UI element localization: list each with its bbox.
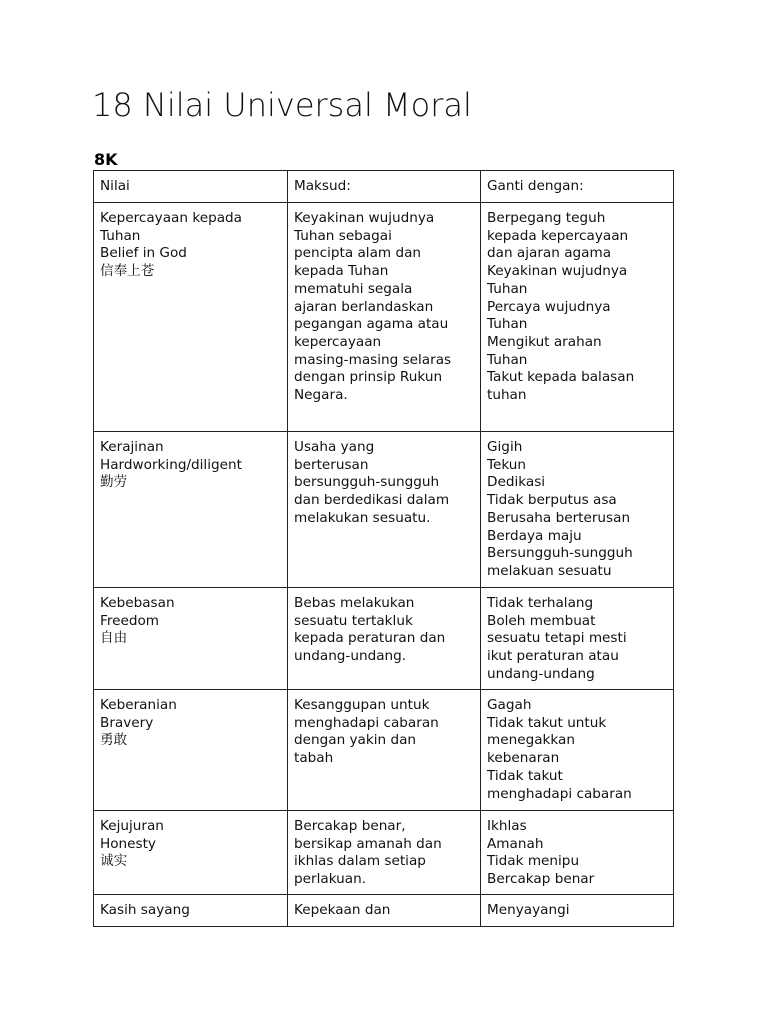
cell-line: Tuhan (487, 316, 528, 333)
cell-line: Berusaha berterusan (487, 509, 631, 526)
cell-line: kepercayaan (294, 333, 382, 350)
table-row (94, 203, 674, 432)
cell-line: berterusan (294, 456, 369, 473)
cell-line: bersikap amanah dan (294, 835, 442, 852)
cell-ganti (481, 203, 674, 432)
table-header-row (94, 171, 674, 203)
cell-line: Gigih (487, 439, 523, 455)
cell-line: perlakuan. (294, 871, 367, 888)
cell-nilai (94, 690, 288, 811)
cell-line: bersungguh-sungguh (294, 474, 440, 491)
cell-line: Percaya wujudnya (487, 298, 611, 315)
cell-line: Tekun (487, 456, 527, 473)
page-title: 18 Nilai Universal Moral (92, 86, 472, 124)
cell-line: Tidak berputus asa (487, 492, 617, 509)
cell-line: dengan yakin dan (294, 732, 417, 749)
cell-line: dan ajaran agama (487, 245, 612, 262)
header-maksud: Maksud: (288, 171, 481, 203)
cell-line: menghadapi cabaran (294, 714, 439, 731)
cell-line: Boleh membuat (487, 612, 596, 629)
cell-line: sesuatu tertakluk (294, 612, 413, 629)
cell-nilai (94, 811, 288, 895)
cell-line: Dedikasi (487, 474, 546, 491)
cell-line: ikut peraturan atau (487, 648, 619, 665)
cell-line: Kepercayaan kepada (100, 210, 242, 226)
cell-line: sesuatu tetapi mesti (487, 630, 627, 647)
cell-line: Keberanian (100, 697, 177, 713)
cell-nilai (94, 895, 288, 927)
cell-maksud (288, 811, 481, 895)
cell-maksud (288, 690, 481, 811)
cell-line: melakukan sesuatu. (294, 509, 431, 526)
cell-ganti (481, 588, 674, 690)
cell-line: Ikhlas (487, 818, 527, 834)
cell-line: Kejujuran (100, 818, 164, 834)
cell-line: Tuhan (487, 351, 528, 368)
cell-line: 信奉上苍 (100, 263, 155, 280)
cell-ganti (481, 895, 674, 927)
cell-line: 勇敢 (100, 732, 128, 749)
table-row (94, 588, 674, 690)
cell-line: Freedom (100, 612, 160, 629)
cell-ganti (481, 690, 674, 811)
cell-nilai (94, 588, 288, 690)
cell-ganti (481, 811, 674, 895)
cell-line: Berpegang teguh (487, 210, 606, 226)
cell-line: 勤劳 (100, 474, 128, 491)
table-row (94, 895, 674, 927)
table-row (94, 690, 674, 811)
cell-line: Tuhan (100, 227, 141, 244)
header-ganti: Ganti dengan: (481, 171, 674, 203)
cell-line: Kepekaan dan (294, 902, 391, 918)
cell-line: Bravery (100, 714, 154, 731)
table-row (94, 432, 674, 588)
cell-line: kepada kepercayaan (487, 227, 629, 244)
table-row (94, 811, 674, 895)
cell-line: Tidak takut untuk (487, 714, 607, 731)
cell-line: Menyayangi (487, 902, 570, 918)
cell-line: Tuhan (487, 280, 528, 297)
cell-line: Tuhan sebagai (294, 227, 392, 244)
cell-line: Tidak menipu (487, 853, 580, 870)
cell-nilai (94, 203, 288, 432)
cell-line: Keyakinan wujudnya (487, 263, 628, 280)
cell-line: ikhlas dalam setiap (294, 853, 426, 870)
cell-line: kebenaran (487, 750, 560, 767)
cell-line: kepada peraturan dan (294, 630, 446, 647)
cell-line: masing-masing selaras (294, 351, 452, 368)
cell-line: Usaha yang (294, 439, 375, 455)
cell-line: dan berdedikasi dalam (294, 492, 450, 509)
cell-line: Kerajinan (100, 439, 164, 455)
cell-line: tabah (294, 750, 334, 767)
values-table (93, 170, 674, 927)
cell-line: ajaran berlandaskan (294, 298, 434, 315)
cell-line: pegangan agama atau (294, 316, 449, 333)
cell-line: Berdaya maju (487, 527, 582, 544)
cell-line: Mengikut arahan (487, 333, 602, 350)
cell-line: kepada Tuhan (294, 263, 389, 280)
cell-line: Takut kepada balasan (487, 369, 635, 386)
cell-line: Bercakap benar (487, 871, 595, 888)
cell-line: undang-undang (487, 665, 595, 682)
cell-maksud (288, 588, 481, 690)
section-label: 8K (94, 150, 118, 169)
cell-line: 诚实 (100, 853, 128, 870)
cell-line: undang-undang. (294, 648, 407, 665)
cell-maksud (288, 432, 481, 588)
cell-line: 自由 (100, 630, 128, 647)
cell-line: menghadapi cabaran (487, 785, 632, 802)
cell-line: Kasih sayang (100, 902, 190, 918)
cell-line: dengan prinsip Rukun (294, 369, 443, 386)
header-nilai: Nilai (94, 171, 288, 203)
cell-line: pencipta alam dan (294, 245, 422, 262)
cell-line: Hardworking/diligent (100, 456, 242, 473)
cell-line: Bersungguh-sungguh (487, 545, 633, 562)
cell-line: Negara. (294, 387, 348, 404)
cell-nilai (94, 432, 288, 588)
cell-line: menegakkan (487, 732, 575, 749)
cell-maksud (288, 895, 481, 927)
cell-line: Amanah (487, 835, 544, 852)
cell-line: Kebebasan (100, 595, 175, 611)
cell-line: Keyakinan wujudnya (294, 210, 435, 226)
cell-maksud (288, 203, 481, 432)
cell-line: Bebas melakukan (294, 595, 415, 611)
cell-line: mematuhi segala (294, 280, 413, 297)
cell-line: Tidak terhalang (487, 595, 594, 611)
cell-line: Bercakap benar, (294, 818, 406, 834)
cell-line: Honesty (100, 835, 156, 852)
cell-line: Kesanggupan untuk (294, 697, 430, 713)
cell-line: melakuan sesuatu (487, 562, 612, 579)
cell-line: Gagah (487, 697, 532, 713)
cell-line: Belief in God (100, 245, 187, 262)
cell-line: Tidak takut (487, 767, 563, 784)
cell-line: tuhan (487, 387, 527, 404)
cell-ganti (481, 432, 674, 588)
